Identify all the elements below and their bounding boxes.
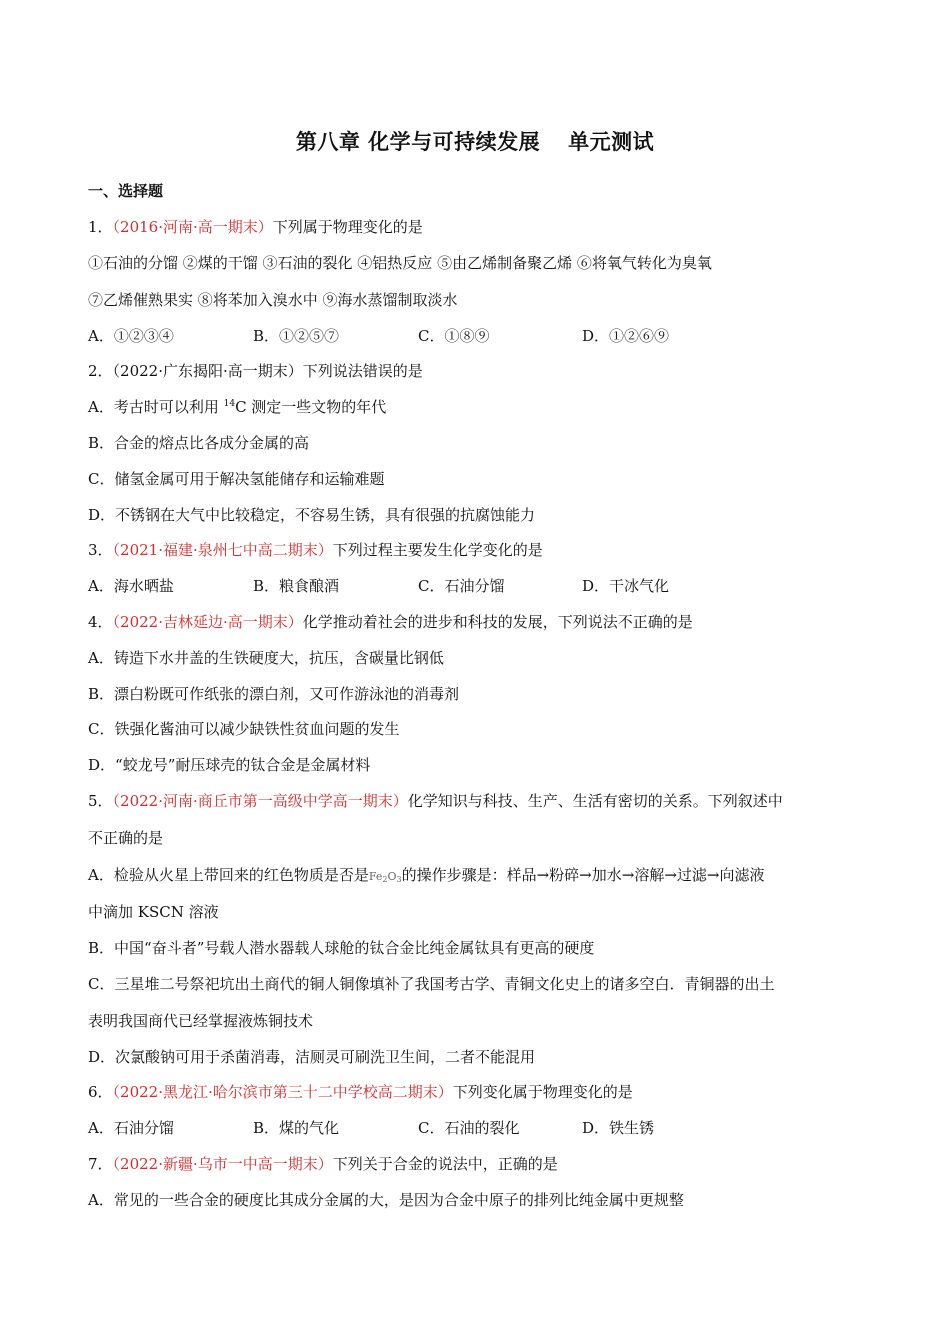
question-source: （2022·吉林延边·高一期末）	[112, 613, 303, 631]
option-d: D．次氯酸钠可用于杀菌消毒，洁厕灵可刷洗卫生间，二者不能混用	[88, 1048, 536, 1066]
option-b: B．中国“奋斗者”号载人潜水器载人球舱的钛合金比纯金属钛具有更高的硬度	[88, 939, 595, 957]
option-a: A．海水晒盐	[88, 577, 174, 595]
question-number: 7．	[88, 1155, 113, 1173]
option-a	[88, 397, 386, 417]
option-a-continued: 中滴加 KSCN 溶液	[88, 903, 219, 921]
question-5	[88, 791, 783, 811]
option-a: A．石油分馏	[88, 1119, 174, 1137]
question-stem: 下列关于合金的说法中，正确的是	[332, 1155, 558, 1173]
question-stem: 下列变化属于物理变化的是	[452, 1083, 633, 1101]
question-1	[88, 217, 423, 237]
question-source: （2022·新疆·乌市一中高一期末）	[112, 1155, 333, 1173]
question-1-items-line-2: ⑦乙烯催熟果实 ⑧将苯加入溴水中 ⑨海水蒸馏制取淡水	[88, 291, 458, 309]
formula-sub-2: 2	[382, 875, 388, 884]
page-title-main: 第八章 化学与可持续发展	[295, 130, 541, 154]
option-a-text-end: 的操作步骤是：样品→粉碎→加水→溶解→过滤→向滤液	[401, 866, 765, 884]
option-c: C．①⑧⑨	[418, 327, 490, 345]
formula-o: O	[387, 870, 397, 883]
option-a-text: A．考古时可以利用	[88, 398, 224, 416]
page-title-sub: 单元测试	[568, 130, 655, 154]
question-stem: 化学知识与科技、生产、生活有密切的关系。下列叙述中	[407, 792, 783, 810]
option-b: B．粮食酿酒	[253, 577, 340, 595]
question-source: （2021·福建·泉州七中高二期末）	[112, 541, 333, 559]
question-stem: 化学推动着社会的进步和科技的发展，下列说法不正确的是	[302, 613, 693, 631]
option-a-text: A．检验从火星上带回来的红色物质是否是	[88, 866, 369, 884]
option-c: C．铁强化酱油可以减少缺铁性贫血问题的发生	[88, 720, 400, 738]
option-c: C．三星堆二号祭祀坑出土商代的铜人铜像填补了我国考古学、青铜文化史上的诸多空白．青铜器的出土	[88, 975, 775, 993]
option-a: A．铸造下水井盖的生铁硬度大，抗压，含碳量比钢低	[88, 649, 444, 667]
option-d: D．①②⑥⑨	[582, 327, 670, 345]
question-stem: 下列属于物理变化的是	[272, 218, 423, 236]
question-source: （2022·广东揭阳·高一期末）	[112, 362, 303, 380]
question-number: 4．	[88, 613, 113, 631]
question-number: 2．	[88, 362, 113, 380]
question-3	[88, 540, 543, 560]
option-b: B．①②⑤⑦	[253, 327, 340, 345]
question-number: 5．	[88, 792, 113, 810]
option-d: D．铁生锈	[582, 1119, 655, 1137]
option-c-continued: 表明我国商代已经掌握液炼铜技术	[88, 1012, 314, 1030]
question-6	[88, 1082, 633, 1102]
option-a-text-end: C 测定一些文物的年代	[235, 398, 387, 416]
option-b: B．煤的气化	[253, 1119, 340, 1137]
isotope-mass-number: 14	[223, 399, 236, 409]
question-2	[88, 361, 423, 381]
page-title	[0, 126, 950, 156]
question-source: （2022·黑龙江·哈尔滨市第三十二中学校高二期末）	[112, 1083, 453, 1101]
option-b: B．漂白粉既可作纸张的漂白剂，又可作游泳池的消毒剂	[88, 685, 460, 703]
option-d: D．干冰气化	[582, 577, 670, 595]
formula-fe2o3	[369, 870, 402, 883]
question-5-stem-continued: 不正确的是	[88, 829, 164, 847]
option-a: A．常见的一些合金的硬度比其成分金属的大，是因为合金中原子的排列比纯金属中更规整	[88, 1191, 684, 1209]
option-d: D．不锈钢在大气中比较稳定，不容易生锈，具有很强的抗腐蚀能力	[88, 506, 536, 524]
question-source: （2022·河南·商丘市第一高级中学高一期末）	[112, 792, 408, 810]
question-number: 3．	[88, 541, 113, 559]
question-number: 6．	[88, 1083, 113, 1101]
formula-sub-3: 3	[396, 875, 402, 884]
question-1-items-line-1: ①石油的分馏 ②煤的干馏 ③石油的裂化 ④铝热反应 ⑤由乙烯制备聚乙烯 ⑥将氧气转化为臭氧	[88, 254, 712, 272]
question-4	[88, 612, 693, 632]
question-stem: 下列说法错误的是	[302, 362, 423, 380]
question-stem: 下列过程主要发生化学变化的是	[332, 541, 543, 559]
formula-fe: Fe	[368, 870, 383, 883]
option-c: C．储氢金属可用于解决氢能储存和运输难题	[88, 470, 385, 488]
section-heading: 一、选择题	[88, 182, 164, 200]
question-number: 1．	[88, 218, 113, 236]
question-source: （2016·河南·高一期末）	[112, 218, 273, 236]
option-c: C．石油分馏	[418, 577, 505, 595]
option-a	[88, 865, 764, 887]
option-d: D．“蛟龙号”耐压球壳的钛合金是金属材料	[88, 756, 371, 774]
option-b: B．合金的熔点比各成分金属的高	[88, 434, 310, 452]
option-c: C．石油的裂化	[418, 1119, 520, 1137]
option-a: A．①②③④	[88, 327, 174, 345]
question-7	[88, 1154, 558, 1174]
